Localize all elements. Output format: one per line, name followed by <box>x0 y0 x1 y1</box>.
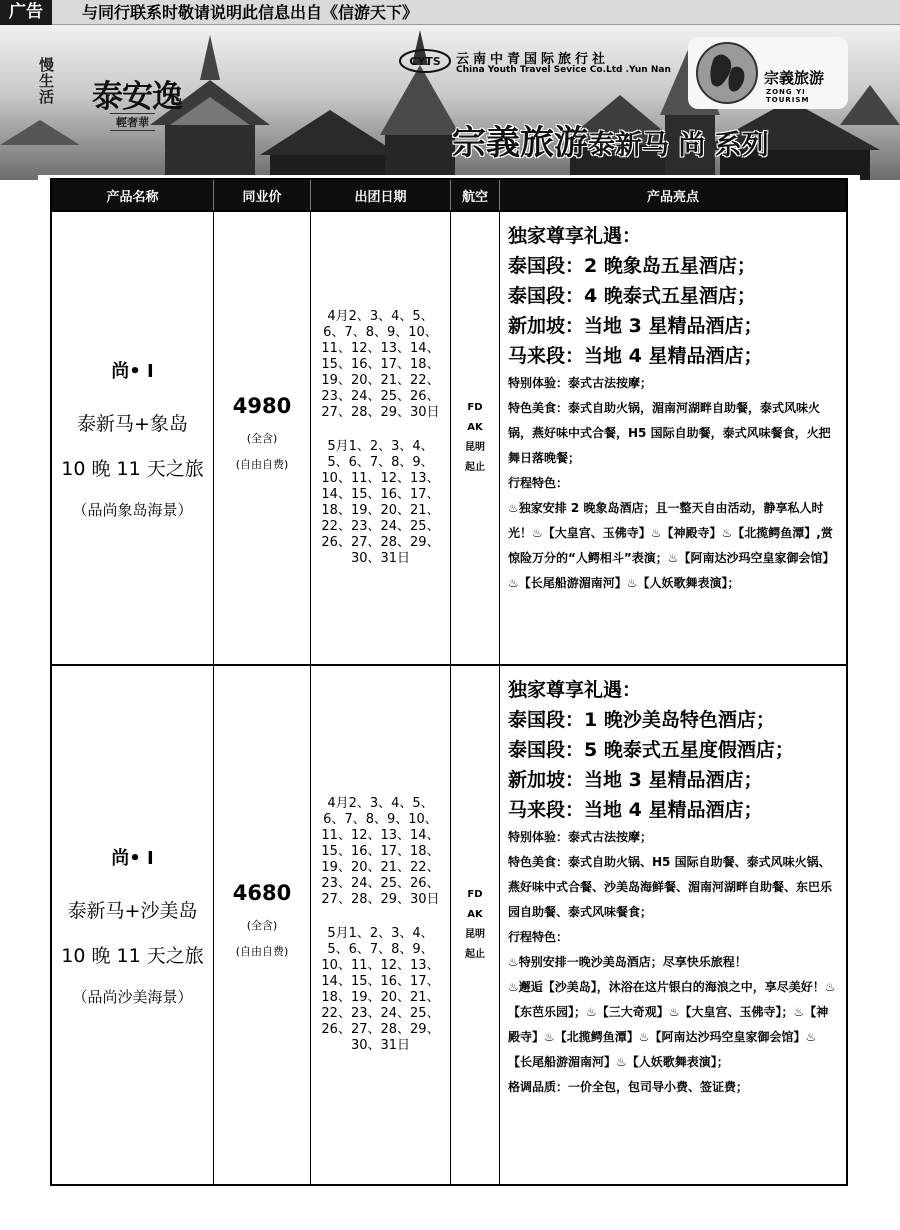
partner-name: 宗義旅游 <box>764 69 825 87</box>
series-name: 泰新马 尚 系列 <box>588 130 769 161</box>
highlight-hotel: 新加坡：当地 3 星精品酒店； <box>508 769 763 791</box>
highlight-hotel: 泰国段：5 晚泰式五星度假酒店； <box>508 739 794 761</box>
agency-english-name: China Youth Travel Sevice Co.Ltd .Yun Nan <box>456 65 671 75</box>
airline-cell <box>451 666 500 1184</box>
product-theme: （品尚象岛海景） <box>72 500 193 519</box>
departure-note: 起止 <box>465 462 485 473</box>
agency-name: 云南中青国际旅行社 <box>456 52 610 67</box>
dates-april: 4月2、3、4、5、6、7、8、9、10、11、12、13、14、15、16、17、18、19、20、21、22、23、24、25、26、27、28、29、30日 <box>321 309 440 420</box>
series-title <box>452 115 769 164</box>
product-code: 尚• I <box>111 847 154 869</box>
price-value: 4680 <box>232 881 292 905</box>
header-highlights: 产品亮点 <box>646 189 699 205</box>
svg-text:CYTS: CYTS <box>409 55 441 68</box>
highlight-hotel: 新加坡：当地 3 星精品酒店； <box>508 315 763 337</box>
ad-notice: 与同行联系时敬请说明此信息出自《信游天下》 <box>82 3 419 22</box>
dates-may: 5月1、2、3、4、5、6、7、8、9、10、11、12、13、14、15、16、17、18、19、20、21、22、23、24、25、26、27、28、29、30、31日 <box>321 926 440 1053</box>
header-product-name: 产品名称 <box>52 180 214 210</box>
ad-tag: 广告 <box>0 0 52 25</box>
price-optional-note: (自由自费) <box>235 458 289 471</box>
departure-city: 昆明 <box>465 929 485 940</box>
footprint-globe-icon <box>692 38 762 108</box>
product-code: 尚• I <box>111 360 154 382</box>
departure-city: 昆明 <box>465 442 485 453</box>
table-row <box>52 664 846 1184</box>
airline-code: AK <box>467 422 483 433</box>
brand-name: 泰安逸 <box>92 79 182 115</box>
highlight-quality: 格调品质：一价全包，包司导小费、签证费； <box>508 1080 749 1094</box>
agency-logo-icon <box>398 47 452 75</box>
highlight-cuisine: 特色美食：泰式自助火锅、H5 国际自助餐、泰式风味火锅、燕好味中式合餐、沙美岛海鲜餐、湄南河湖畔自助餐、东巴乐园自助餐、泰式风味餐食； <box>508 855 833 919</box>
dates-may: 5月1、2、3、4、5、6、7、8、9、10、11、12、13、14、15、16、17、18、19、20、21、22、23、24、25、26、27、28、29、30、31日 <box>321 439 440 566</box>
agency-block <box>398 47 688 91</box>
product-route: 泰新马+沙美岛 <box>67 899 198 922</box>
header-departure-dates: 出团日期 <box>311 180 451 210</box>
highlight-hotel: 泰国段：2 晚象岛五星酒店； <box>508 255 756 277</box>
product-route: 泰新马+象岛 <box>77 412 188 435</box>
series-brand: 宗義旅游 <box>452 123 588 163</box>
brand-subtitle: 輕奢華 <box>110 113 155 131</box>
highlight-heading: 独家尊享礼遇： <box>508 225 642 247</box>
price-value: 4980 <box>232 394 292 418</box>
partner-english-name: ZONG YI TOURISM <box>766 88 810 104</box>
banner <box>0 25 900 180</box>
departure-note: 起止 <box>465 949 485 960</box>
partner-logo <box>688 37 848 109</box>
price-optional-note: (自由自费) <box>235 945 289 958</box>
price-inclusive-note: (全含) <box>246 919 278 932</box>
product-duration: 10 晚 11 天之旅 <box>61 457 204 480</box>
highlights-cell <box>500 212 846 664</box>
brand-slogan: 慢生活 <box>37 57 55 105</box>
brand-logo-taianyi <box>28 53 218 148</box>
table-header <box>52 180 846 210</box>
highlights-cell <box>500 666 846 1184</box>
highlight-experience: 特别体验：泰式古法按摩； <box>508 830 653 844</box>
highlight-itinerary-heading: 行程特色： <box>508 476 569 490</box>
dates-cell <box>311 666 451 1184</box>
ad-strip <box>0 0 900 25</box>
highlight-itinerary: ♨独家安排 2 晚象岛酒店；且一整天自由活动，静享私人时光！♨【大皇宫、玉佛寺】♨【神殿寺】♨【北揽鳄鱼潭】,赏惊险万分的“人鳄相斗”表演；♨【阿南达沙玛空皇家御会馆】♨【长尾船游湄南河】♨【人妖歌舞表演】； <box>508 501 835 590</box>
product-table <box>50 178 848 1186</box>
airline-cell <box>451 212 500 664</box>
price-cell <box>214 666 311 1184</box>
highlight-hotel: 泰国段：4 晚泰式五星酒店； <box>508 285 756 307</box>
highlight-hotel: 泰国段：1 晚沙美岛特色酒店； <box>508 709 775 731</box>
highlight-itinerary: ♨特别安排一晚沙美岛酒店；尽享快乐旅程！ <box>508 955 747 969</box>
header-trade-price: 同业价 <box>214 180 311 210</box>
price-inclusive-note: (全含) <box>246 432 278 445</box>
highlight-hotel: 马来段：当地 4 星精品酒店； <box>508 345 763 367</box>
airline-code: AK <box>467 909 483 920</box>
product-theme: （品尚沙美海景） <box>72 987 193 1006</box>
header-airline: 航空 <box>451 180 500 210</box>
airline-code: FD <box>467 402 483 413</box>
highlight-hotel: 马来段：当地 4 星精品酒店； <box>508 799 763 821</box>
product-name-cell <box>52 212 214 664</box>
product-duration: 10 晚 11 天之旅 <box>61 944 204 967</box>
highlight-cuisine: 特色美食：泰式自助火锅，湄南河湖畔自助餐，泰式风味火锅，燕好味中式合餐，H5 国际自助餐，泰式风味餐食，火把舞日落晚餐； <box>508 401 831 465</box>
product-name-cell <box>52 666 214 1184</box>
price-cell <box>214 212 311 664</box>
highlight-itinerary-heading: 行程特色： <box>508 930 569 944</box>
highlight-experience: 特别体验：泰式古法按摩； <box>508 376 653 390</box>
highlight-itinerary: ♨邂逅【沙美岛】，沐浴在这片银白的海浪之中，享尽美好！♨【东芭乐园】；♨【三大奇观】♨【大皇宫、玉佛寺】；♨【神殿寺】♨【北揽鳄鱼潭】♨【阿南达沙玛空皇家御会馆】♨【长尾船游湄南河】♨【人妖歌舞表演】； <box>508 980 836 1069</box>
table-row <box>52 210 846 664</box>
highlight-heading: 独家尊享礼遇： <box>508 679 642 701</box>
airline-code: FD <box>467 889 483 900</box>
dates-cell <box>311 212 451 664</box>
dates-april: 4月2、3、4、5、6、7、8、9、10、11、12、13、14、15、16、17、18、19、20、21、22、23、24、25、26、27、28、29、30日 <box>321 796 440 907</box>
product-table-frame <box>38 175 860 1185</box>
